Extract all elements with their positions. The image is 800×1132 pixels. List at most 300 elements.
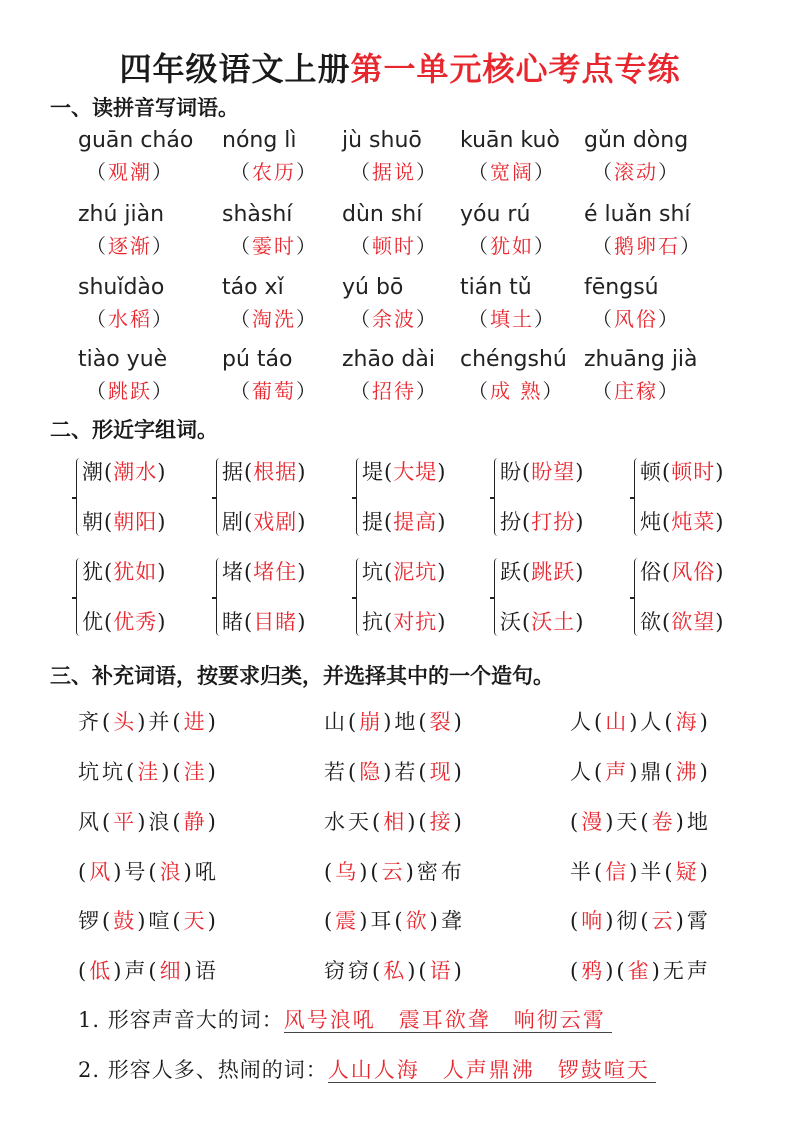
answer-word xyxy=(468,230,556,259)
paren-open: （ xyxy=(86,160,108,184)
paren-open: （ xyxy=(230,160,252,184)
similar-char-pair xyxy=(640,506,724,536)
paren-close: ) xyxy=(157,510,167,534)
word: 风俗 xyxy=(614,307,658,331)
idiom xyxy=(78,706,219,736)
given-char: 语 xyxy=(194,959,219,983)
similar-char-pair xyxy=(500,556,584,586)
paren-close: ） xyxy=(416,379,438,403)
paren-close: ) xyxy=(137,810,149,834)
pinyin: táo xǐ xyxy=(222,275,284,300)
similar-char-pair xyxy=(362,456,446,486)
similar-char-pair xyxy=(222,606,306,636)
given-char: 若 xyxy=(394,760,419,784)
paren-open: ( xyxy=(244,510,254,534)
paren-close: ) xyxy=(297,510,307,534)
paren-close: ) xyxy=(157,460,167,484)
similar-char-pair xyxy=(222,506,306,536)
filled-char: 细 xyxy=(159,959,184,983)
paren-open: ( xyxy=(348,760,360,784)
similar-char-pair xyxy=(500,506,584,536)
idiom xyxy=(78,955,219,985)
paren-open: （ xyxy=(350,160,372,184)
paren-close: ） xyxy=(152,160,174,184)
given-char: 声 xyxy=(124,959,149,983)
paren-close: ) xyxy=(699,860,711,884)
answer-word xyxy=(468,375,564,404)
pinyin: é luǎn shí xyxy=(584,202,691,227)
char: 沃 xyxy=(500,610,522,634)
given-char: 人 xyxy=(570,760,594,784)
word: 招待 xyxy=(372,379,416,403)
given-char: 半 xyxy=(570,860,594,884)
filled-char: 云 xyxy=(381,860,406,884)
given-char: 齐 xyxy=(78,710,102,734)
paren-close: ) xyxy=(137,710,149,734)
paren-open: ( xyxy=(244,560,254,584)
paren-close: ) xyxy=(437,610,447,634)
filled-char: 云 xyxy=(651,909,676,933)
paren-close: ) xyxy=(437,460,447,484)
paren-close: ) xyxy=(675,810,687,834)
paren-close: ) xyxy=(207,710,219,734)
word: 跳跃 xyxy=(108,379,152,403)
paren-open: ( xyxy=(370,860,382,884)
paren-close: ) xyxy=(715,560,725,584)
question-2-answer: 人山人海 人声鼎沸 锣鼓喧天 xyxy=(328,1058,656,1083)
similar-char-pair xyxy=(500,456,584,486)
word: 目睹 xyxy=(253,610,298,634)
given-char: 若 xyxy=(324,760,348,784)
word: 风俗 xyxy=(671,560,716,584)
section-3-heading: 三、补充词语，按要求归类，并选择其中的一个造句。 xyxy=(50,664,554,688)
filled-char: 疑 xyxy=(675,860,700,884)
similar-char-pair xyxy=(362,506,446,536)
paren-close: ) xyxy=(605,959,617,983)
given-char: 人 xyxy=(640,710,665,734)
paren-close: ) xyxy=(183,959,195,983)
filled-char: 头 xyxy=(113,710,138,734)
pinyin: yú bō xyxy=(342,275,404,300)
filled-char: 沸 xyxy=(675,760,700,784)
filled-char: 崩 xyxy=(359,710,384,734)
word: 对抗 xyxy=(393,610,438,634)
paren-open: ( xyxy=(172,909,184,933)
word: 庄稼 xyxy=(614,379,658,403)
paren-open: （ xyxy=(592,379,614,403)
paren-close: ) xyxy=(297,460,307,484)
paren-open: ( xyxy=(244,460,254,484)
answer-word xyxy=(230,303,318,332)
word: 泥坑 xyxy=(393,560,438,584)
idiom xyxy=(570,806,711,836)
word: 鹅卵石 xyxy=(614,234,680,258)
filled-char: 洼 xyxy=(183,760,208,784)
given-char: 声 xyxy=(686,959,711,983)
paren-close: ） xyxy=(152,234,174,258)
paren-open: （ xyxy=(86,234,108,258)
given-char: 天 xyxy=(348,810,372,834)
pinyin: zhú jiàn xyxy=(78,202,165,227)
filled-char: 相 xyxy=(383,810,408,834)
paren-open: ( xyxy=(522,560,532,584)
paren-close: ) xyxy=(629,710,641,734)
answer-word xyxy=(592,156,680,185)
similar-char-pair xyxy=(222,556,306,586)
question-1-label: 1. 形容声音大的词： xyxy=(78,1008,284,1032)
pinyin: nóng lì xyxy=(222,128,297,153)
paren-close: ) xyxy=(161,760,173,784)
answer-word xyxy=(592,303,680,332)
word: 逐渐 xyxy=(108,234,152,258)
paren-close: ） xyxy=(296,234,318,258)
filled-char: 天 xyxy=(183,909,208,933)
pinyin: zhāo dài xyxy=(342,347,435,372)
paren-open: ( xyxy=(102,710,114,734)
paren-close: ) xyxy=(183,860,195,884)
pinyin: guān cháo xyxy=(78,128,194,153)
paren-close: ) xyxy=(575,560,585,584)
word: 农历 xyxy=(252,160,296,184)
similar-char-pair xyxy=(362,606,446,636)
idiom xyxy=(324,856,465,886)
paren-open: （ xyxy=(86,307,108,331)
paren-open: （ xyxy=(86,379,108,403)
paren-open: ( xyxy=(616,959,628,983)
paren-open: （ xyxy=(468,379,490,403)
paren-close: ) xyxy=(699,760,711,784)
idiom xyxy=(570,856,711,886)
filled-char: 平 xyxy=(113,810,138,834)
idiom xyxy=(78,756,219,786)
given-char: 人 xyxy=(570,710,594,734)
paren-close: ) xyxy=(453,710,465,734)
paren-open: ( xyxy=(664,860,676,884)
given-char: 锣 xyxy=(78,909,102,933)
paren-open: ( xyxy=(172,710,184,734)
paren-close: ) xyxy=(207,760,219,784)
filled-char: 浪 xyxy=(159,860,184,884)
given-char: 天 xyxy=(616,810,641,834)
paren-open: ( xyxy=(324,909,336,933)
given-char: 鼎 xyxy=(640,760,665,784)
char: 犹 xyxy=(82,560,104,584)
word: 犹如 xyxy=(490,234,534,258)
word: 顿时 xyxy=(671,460,716,484)
paren-close: ) xyxy=(113,860,125,884)
word: 潮水 xyxy=(113,460,158,484)
paren-close: ) xyxy=(605,909,617,933)
pinyin: chéngshú xyxy=(460,347,567,372)
filled-char: 山 xyxy=(605,710,630,734)
paren-close: ） xyxy=(680,234,702,258)
given-char: 布 xyxy=(440,860,465,884)
given-char: 地 xyxy=(394,710,419,734)
answer-word xyxy=(350,375,438,404)
section-2-heading: 二、形近字组词。 xyxy=(50,418,218,442)
given-char: 半 xyxy=(640,860,665,884)
paren-close: ) xyxy=(437,510,447,534)
paren-open: ( xyxy=(104,610,114,634)
paren-open: ( xyxy=(522,510,532,534)
answer-word xyxy=(592,375,680,404)
pinyin: fēngsú xyxy=(584,275,659,300)
question-1-answer: 风号浪吼 震耳欲聋 响彻云霄 xyxy=(284,1008,612,1033)
paren-close: ） xyxy=(416,234,438,258)
paren-open: ( xyxy=(662,510,672,534)
paren-open: ( xyxy=(570,810,582,834)
paren-close: ) xyxy=(113,959,125,983)
paren-close: ) xyxy=(453,760,465,784)
given-char: 喧 xyxy=(148,909,173,933)
paren-open: ( xyxy=(594,760,606,784)
paren-open: （ xyxy=(230,307,252,331)
word: 欲望 xyxy=(671,610,716,634)
paren-open: ( xyxy=(172,810,184,834)
char: 顿 xyxy=(640,460,662,484)
idiom xyxy=(570,905,711,935)
filled-char: 震 xyxy=(335,909,360,933)
paren-close: ） xyxy=(152,379,174,403)
char: 抗 xyxy=(362,610,384,634)
char: 跃 xyxy=(500,560,522,584)
paren-open: （ xyxy=(592,307,614,331)
word: 据说 xyxy=(372,160,416,184)
idiom xyxy=(324,955,465,985)
pinyin: tiào yuè xyxy=(78,347,168,372)
filled-char: 低 xyxy=(89,959,114,983)
word: 观潮 xyxy=(108,160,152,184)
paren-open: （ xyxy=(468,307,490,331)
paren-open: （ xyxy=(230,234,252,258)
paren-open: ( xyxy=(384,610,394,634)
paren-close: ） xyxy=(416,160,438,184)
answer-word xyxy=(468,156,556,185)
paren-close: ） xyxy=(152,307,174,331)
pinyin: pú táo xyxy=(222,347,293,372)
paren-close: ) xyxy=(715,460,725,484)
page-title xyxy=(0,44,800,90)
answer-word xyxy=(86,156,174,185)
answer-word xyxy=(592,230,702,259)
paren-close: ） xyxy=(296,379,318,403)
given-char: 山 xyxy=(324,710,348,734)
filled-char: 静 xyxy=(183,810,208,834)
similar-char-pair xyxy=(640,556,724,586)
paren-close: ) xyxy=(605,810,617,834)
filled-char: 现 xyxy=(429,760,454,784)
answer-word xyxy=(86,303,174,332)
similar-char-pair xyxy=(640,606,724,636)
char: 睹 xyxy=(222,610,244,634)
paren-open: ( xyxy=(384,560,394,584)
paren-close: ) xyxy=(437,560,447,584)
given-char: 号 xyxy=(124,860,149,884)
word: 填土 xyxy=(490,307,534,331)
similar-char-pair xyxy=(82,506,166,536)
filled-char: 裂 xyxy=(429,710,454,734)
filled-char: 海 xyxy=(675,710,700,734)
paren-close: ) xyxy=(405,860,417,884)
char: 剧 xyxy=(222,510,244,534)
paren-close: ) xyxy=(629,860,641,884)
question-2-label: 2. 形容人多、热闹的词： xyxy=(78,1058,328,1082)
answer-word xyxy=(230,156,318,185)
paren-close: ) xyxy=(715,510,725,534)
paren-close: ） xyxy=(296,307,318,331)
given-char: 并 xyxy=(148,710,173,734)
pinyin: tián tǔ xyxy=(460,275,532,300)
given-char: 水 xyxy=(324,810,348,834)
word: 葡萄 xyxy=(252,379,296,403)
filled-char: 响 xyxy=(581,909,606,933)
paren-open: ( xyxy=(640,810,652,834)
word: 朝阳 xyxy=(113,510,158,534)
paren-close: ) xyxy=(575,510,585,534)
pinyin: gǔn dòng xyxy=(584,128,689,153)
pinyin: dùn shí xyxy=(342,202,423,227)
idiom xyxy=(324,905,465,935)
paren-open: ( xyxy=(522,610,532,634)
paren-open: ( xyxy=(640,909,652,933)
filled-char: 声 xyxy=(605,760,630,784)
filled-char: 卷 xyxy=(651,810,676,834)
paren-close: ） xyxy=(534,160,556,184)
pinyin: jù shuō xyxy=(342,128,422,153)
similar-char-pair xyxy=(222,456,306,486)
question-1 xyxy=(78,1004,612,1034)
char: 炖 xyxy=(640,510,662,534)
paren-open: ( xyxy=(418,760,430,784)
paren-open: ( xyxy=(664,760,676,784)
similar-char-pair xyxy=(82,456,166,486)
answer-word xyxy=(86,375,174,404)
paren-open: ( xyxy=(104,460,114,484)
paren-open: ( xyxy=(172,760,184,784)
paren-open: ( xyxy=(348,710,360,734)
paren-open: ( xyxy=(594,860,606,884)
paren-close: ) xyxy=(407,959,419,983)
char: 欲 xyxy=(640,610,662,634)
word: 堵住 xyxy=(253,560,298,584)
paren-open: ( xyxy=(244,610,254,634)
char: 朝 xyxy=(82,510,104,534)
paren-close: ) xyxy=(297,560,307,584)
paren-open: ( xyxy=(662,460,672,484)
filled-char: 语 xyxy=(429,959,454,983)
given-char: 吼 xyxy=(194,860,219,884)
paren-close: ） xyxy=(534,234,556,258)
word: 根据 xyxy=(253,460,298,484)
paren-open: ( xyxy=(662,610,672,634)
title-black: 四年级语文上册 xyxy=(119,50,351,88)
given-char: 耳 xyxy=(370,909,395,933)
char: 优 xyxy=(82,610,104,634)
paren-open: （ xyxy=(592,160,614,184)
word: 优秀 xyxy=(113,610,158,634)
filled-char: 洼 xyxy=(137,760,162,784)
idiom xyxy=(324,806,465,836)
question-2 xyxy=(78,1054,656,1084)
idiom xyxy=(570,756,711,786)
paren-open: ( xyxy=(78,860,90,884)
given-char: 地 xyxy=(686,810,711,834)
word: 戏剧 xyxy=(253,510,298,534)
char: 俗 xyxy=(640,560,662,584)
filled-char: 漫 xyxy=(581,810,606,834)
word: 炖菜 xyxy=(671,510,716,534)
paren-close: ） xyxy=(658,160,680,184)
paren-open: （ xyxy=(350,307,372,331)
paren-close: ) xyxy=(699,710,711,734)
filled-char: 信 xyxy=(605,860,630,884)
paren-open: （ xyxy=(230,379,252,403)
title-red: 第一单元核心考点专练 xyxy=(350,50,681,88)
pinyin: kuān kuò xyxy=(460,128,560,153)
similar-char-pair xyxy=(82,606,166,636)
paren-close: ) xyxy=(207,909,219,933)
paren-open: ( xyxy=(394,909,406,933)
word: 盼望 xyxy=(531,460,576,484)
paren-close: ) xyxy=(383,710,395,734)
given-char: 坑 xyxy=(78,760,102,784)
paren-open: ( xyxy=(522,460,532,484)
paren-close: ) xyxy=(675,909,687,933)
paren-close: ） xyxy=(534,307,556,331)
given-char: 聋 xyxy=(440,909,465,933)
word: 顿时 xyxy=(372,234,416,258)
word: 犹如 xyxy=(113,560,158,584)
paren-close: ) xyxy=(207,810,219,834)
paren-open: （ xyxy=(468,234,490,258)
paren-open: ( xyxy=(418,959,430,983)
word: 余波 xyxy=(372,307,416,331)
paren-open: ( xyxy=(324,860,336,884)
paren-close: ） xyxy=(296,160,318,184)
word: 滚动 xyxy=(614,160,658,184)
word: 水稻 xyxy=(108,307,152,331)
idiom xyxy=(78,806,219,836)
idiom xyxy=(324,756,465,786)
answer-word xyxy=(230,375,318,404)
paren-open: （ xyxy=(592,234,614,258)
given-char: 窃 xyxy=(348,959,372,983)
paren-open: ( xyxy=(102,810,114,834)
paren-close: ) xyxy=(429,909,441,933)
paren-open: ( xyxy=(662,560,672,584)
pinyin: shàshí xyxy=(222,202,293,227)
similar-char-pair xyxy=(82,556,166,586)
char: 堵 xyxy=(222,560,244,584)
paren-open: ( xyxy=(384,460,394,484)
answer-word xyxy=(350,156,438,185)
given-char: 坑 xyxy=(102,760,126,784)
filled-char: 欲 xyxy=(405,909,430,933)
idiom xyxy=(78,905,219,935)
paren-close: ) xyxy=(715,610,725,634)
idiom xyxy=(570,706,711,736)
paren-close: ） xyxy=(416,307,438,331)
word: 跳跃 xyxy=(531,560,576,584)
word: 成 熟 xyxy=(490,379,543,403)
filled-char: 接 xyxy=(429,810,454,834)
given-char: 窃 xyxy=(324,959,348,983)
similar-char-pair xyxy=(640,456,724,486)
pinyin: shuǐdào xyxy=(78,275,165,300)
paren-open: ( xyxy=(78,959,90,983)
answer-word xyxy=(230,230,318,259)
idiom xyxy=(570,955,711,985)
